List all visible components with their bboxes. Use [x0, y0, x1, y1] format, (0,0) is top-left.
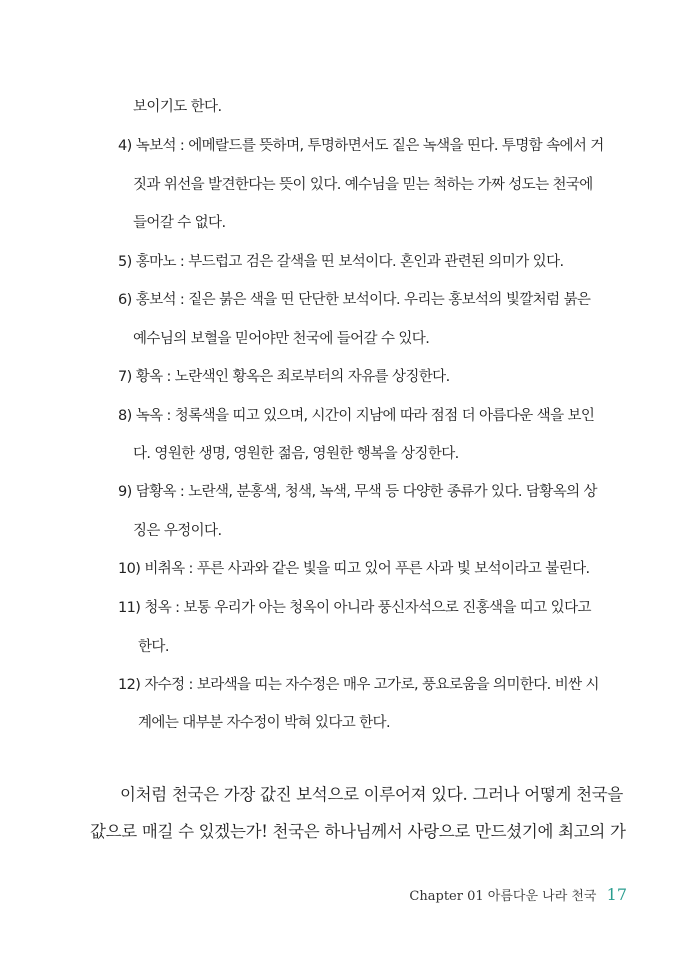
list-item-8: 8) 녹옥 : 청록색을 띠고 있으며, 시간이 지남에 따라 점점 더 아름다운 색을 보인	[118, 408, 595, 424]
list-line: 한다.	[138, 639, 169, 655]
list-line: 짓과 위선을 발견한다는 뜻이 있다. 예수님을 믿는 척하는 가짜 성도는 천국에	[133, 177, 593, 193]
page-number: 17	[606, 885, 627, 904]
body-paragraph-line: 값으로 매길 수 있겠는가! 천국은 하나님께서 사랑으로 만드셨기에 최고의 가	[90, 822, 626, 841]
list-item-7: 7) 황옥 : 노란색인 황옥은 죄로부터의 자유를 상징한다.	[118, 369, 450, 385]
list-line: 들어갈 수 없다.	[133, 215, 226, 231]
list-item-4: 4) 녹보석 : 에메랄드를 뜻하며, 투명하면서도 짙은 녹색을 띤다. 투명함 속에서 거	[118, 138, 604, 154]
list-line: 계에는 대부분 자수정이 박혀 있다고 한다.	[138, 715, 390, 731]
body-paragraph-line: 이처럼 천국은 가장 값진 보석으로 이루어져 있다. 그러나 어떻게 천국을	[120, 785, 623, 804]
list-item-6: 6) 홍보석 : 짙은 붉은 색을 띤 단단한 보석이다. 우리는 홍보석의 빛깔처럼 붉은	[118, 292, 591, 308]
list-item-9: 9) 담황옥 : 노란색, 분홍색, 청색, 녹색, 무색 등 다양한 종류가 있다. 담황옥의 상	[118, 484, 597, 500]
list-line: 보이기도 한다.	[133, 99, 222, 115]
list-item-10: 10) 비취옥 : 푸른 사과와 같은 빛을 띠고 있어 푸른 사과 빛 보석이라고 불린다.	[118, 561, 590, 577]
footer-chapter-title: 아름다운 나라 천국	[487, 889, 597, 904]
list-line: 다. 영원한 생명, 영원한 젊음, 영원한 행복을 상징한다.	[133, 446, 459, 462]
page-footer	[409, 885, 627, 904]
list-line: 예수님의 보혈을 믿어야만 천국에 들어갈 수 있다.	[133, 331, 430, 347]
list-item-5: 5) 홍마노 : 부드럽고 검은 갈색을 띤 보석이다. 혼인과 관련된 의미가 있다.	[118, 254, 564, 270]
list-item-11: 11) 청옥 : 보통 우리가 아는 청옥이 아니라 풍신자석으로 진홍색을 띠고 있다고	[118, 600, 591, 616]
list-item-12: 12) 자수정 : 보라색을 띠는 자수정은 매우 고가로, 풍요로움을 의미한다. 비싼 시	[118, 677, 599, 693]
footer-chapter: Chapter 01	[409, 889, 484, 904]
list-line: 징은 우정이다.	[133, 523, 222, 539]
